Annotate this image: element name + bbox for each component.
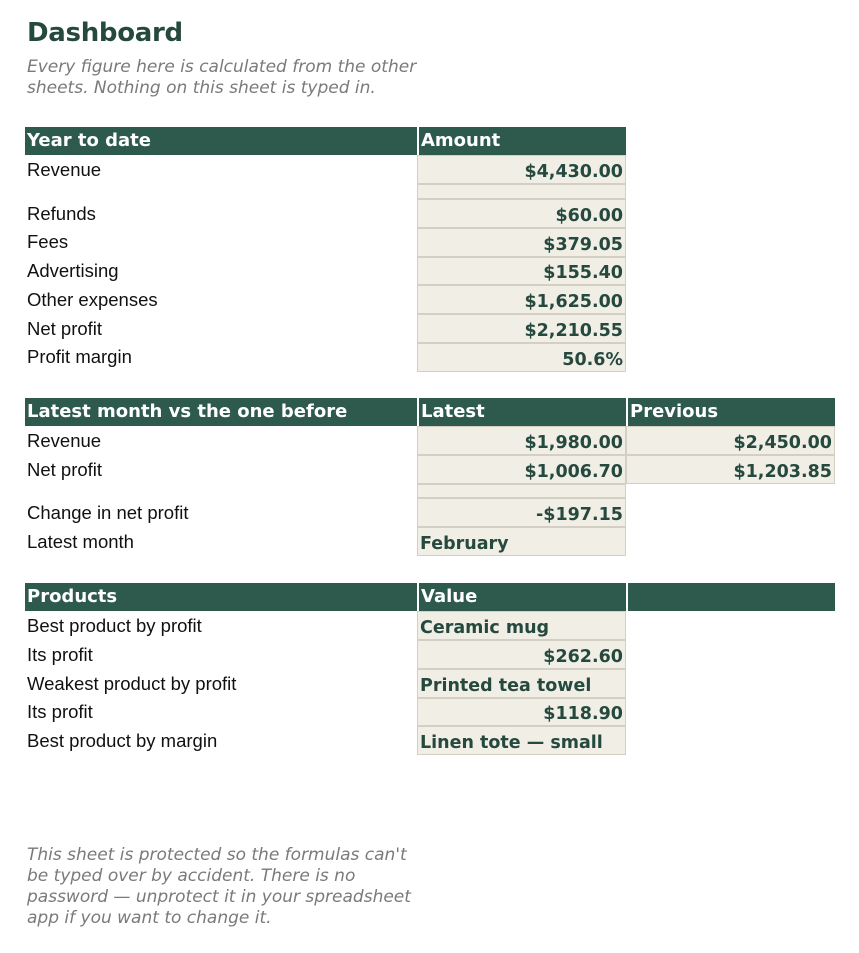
ytd-label-net-profit[interactable]: Net profit bbox=[27, 318, 103, 339]
ytd-label-refunds[interactable]: Refunds bbox=[27, 203, 96, 224]
months-blank-cell[interactable] bbox=[417, 484, 626, 498]
products-label-weakest-profit[interactable]: Weakest product by profit bbox=[27, 673, 237, 694]
ytd-value-refunds[interactable]: $60.00 bbox=[417, 199, 626, 228]
products-header-blank[interactable] bbox=[626, 583, 835, 611]
products-value-weakest-its-profit[interactable]: $118.90 bbox=[417, 698, 626, 726]
months-latest-revenue[interactable]: $1,980.00 bbox=[417, 426, 626, 455]
products-value-best-its-profit[interactable]: $262.60 bbox=[417, 640, 626, 669]
ytd-label-advertising[interactable]: Advertising bbox=[27, 260, 119, 281]
ytd-label-fees[interactable]: Fees bbox=[27, 231, 69, 252]
ytd-value-revenue[interactable]: $4,430.00 bbox=[417, 155, 626, 184]
months-value-latest-month[interactable]: February bbox=[417, 527, 626, 556]
ytd-value-profit-margin[interactable]: 50.6% bbox=[417, 343, 626, 372]
ytd-label-revenue[interactable]: Revenue bbox=[27, 159, 102, 180]
products-label-weakest-its-profit[interactable]: Its profit bbox=[27, 701, 93, 722]
products-header-label[interactable]: Products bbox=[25, 583, 417, 611]
months-label-latest-month[interactable]: Latest month bbox=[27, 531, 134, 552]
ytd-blank-cell[interactable] bbox=[417, 184, 626, 199]
products-value-best-profit[interactable]: Ceramic mug bbox=[417, 611, 626, 640]
products-value-weakest-profit[interactable]: Printed tea towel bbox=[417, 669, 626, 698]
protection-note: This sheet is protected so the formulas can't be typed over by accident. There is no password — unprotect it in your spreadsheet app if you want to change it. bbox=[27, 845, 411, 928]
products-label-best-margin[interactable]: Best product by margin bbox=[27, 730, 218, 751]
page-subtitle: Every figure here is calculated from the other sheets. Nothing on this sheet is typed in. bbox=[27, 57, 417, 98]
products-label-best-profit[interactable]: Best product by profit bbox=[27, 615, 202, 636]
ytd-value-fees[interactable]: $379.05 bbox=[417, 228, 626, 257]
months-header-label[interactable]: Latest month vs the one before bbox=[25, 398, 417, 426]
ytd-value-advertising[interactable]: $155.40 bbox=[417, 257, 626, 285]
products-value-best-margin[interactable]: Linen tote — small bbox=[417, 726, 626, 755]
months-label-net-profit[interactable]: Net profit bbox=[27, 459, 103, 480]
months-header-latest[interactable]: Latest bbox=[417, 398, 626, 426]
ytd-value-other-expenses[interactable]: $1,625.00 bbox=[417, 285, 626, 314]
ytd-label-profit-margin[interactable]: Profit margin bbox=[27, 346, 132, 367]
months-label-change[interactable]: Change in net profit bbox=[27, 502, 189, 523]
products-header-value[interactable]: Value bbox=[417, 583, 626, 611]
ytd-header-label[interactable]: Year to date bbox=[25, 127, 417, 155]
page-title: Dashboard bbox=[27, 18, 183, 48]
months-previous-revenue[interactable]: $2,450.00 bbox=[626, 426, 835, 455]
months-value-change[interactable]: -$197.15 bbox=[417, 498, 626, 527]
ytd-label-other-expenses[interactable]: Other expenses bbox=[27, 289, 158, 310]
months-latest-net-profit[interactable]: $1,006.70 bbox=[417, 455, 626, 484]
ytd-value-net-profit[interactable]: $2,210.55 bbox=[417, 314, 626, 343]
ytd-header-amount[interactable]: Amount bbox=[417, 127, 626, 155]
months-previous-net-profit[interactable]: $1,203.85 bbox=[626, 455, 835, 484]
months-label-revenue[interactable]: Revenue bbox=[27, 430, 102, 451]
months-header-previous[interactable]: Previous bbox=[626, 398, 835, 426]
products-label-best-its-profit[interactable]: Its profit bbox=[27, 644, 93, 665]
